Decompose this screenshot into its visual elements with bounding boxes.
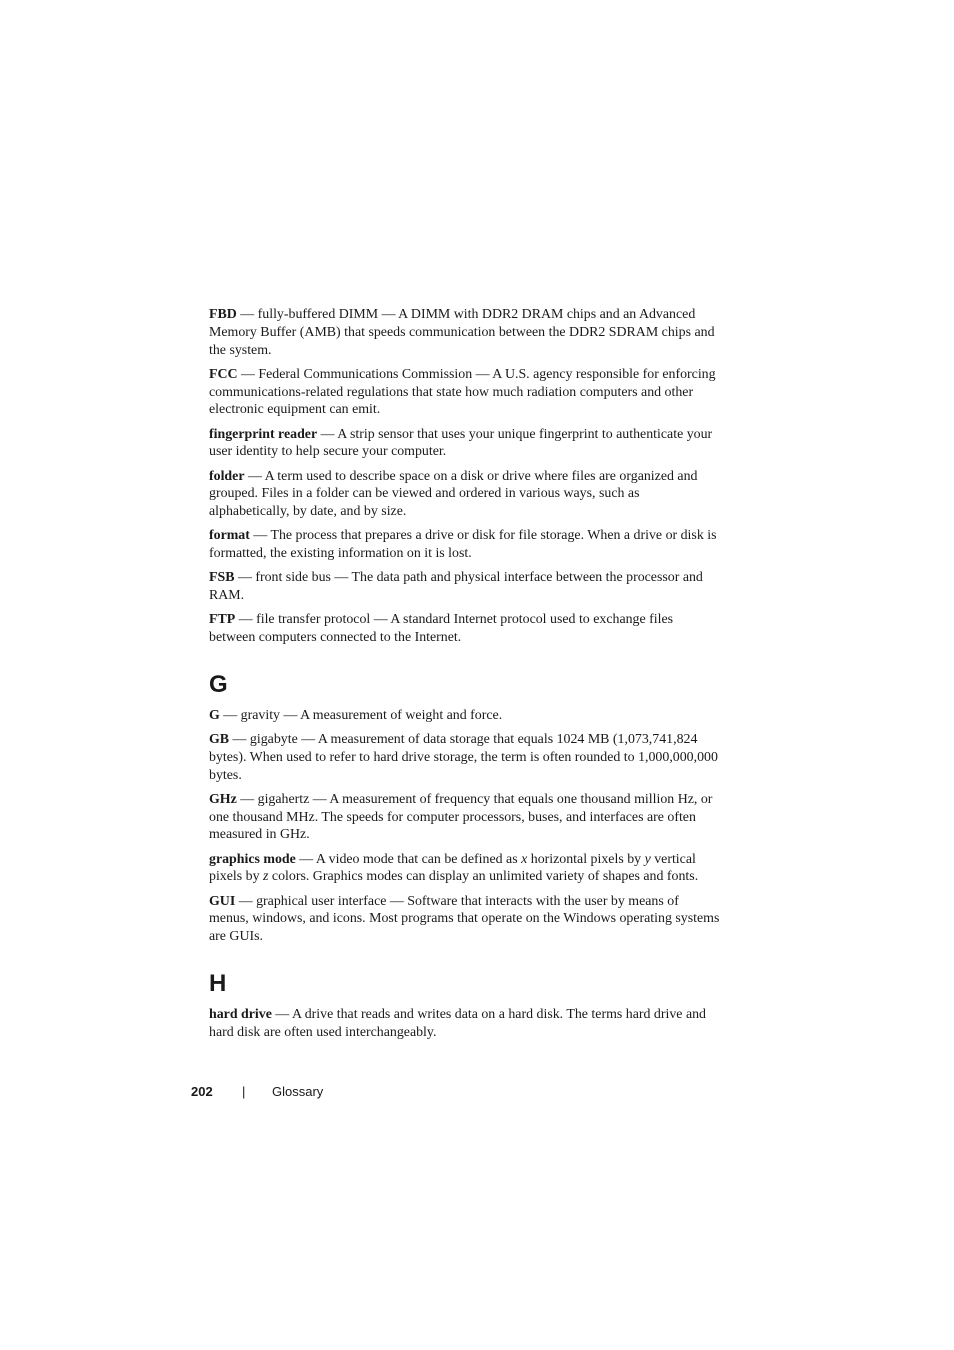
glossary-definition: — Federal Communications Commission — A U.S. agency responsible for enforcing communications-related regulations that state how much radiation computers and other electronic equipment can emit. xyxy=(209,366,716,418)
glossary-term: FTP xyxy=(209,612,236,628)
glossary-entry-ghz xyxy=(209,791,721,844)
glossary-term: GB xyxy=(209,732,230,748)
variable-x: x xyxy=(521,851,528,867)
glossary-entry-gb xyxy=(209,731,721,784)
glossary-definition: — A drive that reads and writes data on a hard disk. The terms hard drive and hard disk are often used interchangeably. xyxy=(209,1007,706,1040)
variable-y: y xyxy=(644,851,651,867)
glossary-entry-graphics-mode xyxy=(209,851,721,887)
glossary-definition-part: — A video mode that can be defined as xyxy=(295,851,522,867)
section-heading-g: G xyxy=(209,670,228,698)
section-heading-h: H xyxy=(209,970,227,998)
page-number: 202 xyxy=(191,1084,213,1099)
footer-section-title: Glossary xyxy=(272,1084,324,1099)
variable-z: z xyxy=(263,869,269,885)
glossary-definition: — gravity — A measurement of weight and force. xyxy=(219,707,503,723)
glossary-term: FCC xyxy=(209,366,238,382)
glossary-entry-fingerprint-reader xyxy=(209,426,721,462)
glossary-entry-gui xyxy=(209,893,721,946)
glossary-term: GHz xyxy=(209,791,237,807)
glossary-entry-ftp xyxy=(209,611,721,647)
glossary-definition-part: horizontal pixels by xyxy=(527,851,645,867)
glossary-term: G xyxy=(209,707,220,723)
glossary-content xyxy=(209,306,721,1048)
glossary-entry-hard-drive xyxy=(209,1006,721,1042)
glossary-entry-fsb xyxy=(209,569,721,605)
glossary-term: graphics mode xyxy=(209,851,296,867)
glossary-term: folder xyxy=(209,468,245,484)
glossary-definition: — The process that prepares a drive or disk for file storage. When a drive or disk is formatted, the existing information on it is lost. xyxy=(209,528,717,562)
glossary-definition-part: colors. Graphics modes can display an unlimited variety of shapes and fonts. xyxy=(268,869,699,885)
glossary-term: FBD xyxy=(209,307,237,322)
glossary-entry-fbd xyxy=(209,306,721,359)
glossary-definition: — graphical user interface — Software that interacts with the user by means of menus, windows, and icons. Most programs that operate on the Windows operating systems are GUIs. xyxy=(209,893,720,945)
glossary-definition: — gigabyte — A measurement of data storage that equals 1024 MB (1,073,741,824 bytes). When used to refer to hard drive storage, the term is often rounded to 1,000,000,000 bytes. xyxy=(209,732,718,783)
glossary-term: hard drive xyxy=(209,1007,272,1023)
footer-separator: | xyxy=(242,1084,246,1099)
glossary-entry-fcc xyxy=(209,366,721,419)
glossary-term: fingerprint reader xyxy=(209,426,318,442)
glossary-definition: — gigahertz — A measurement of frequency that equals one thousand million Hz, or one thousand MHz. The speeds for computer processors, buses, and interfaces are often measured in GHz. xyxy=(209,791,713,843)
glossary-entry-format xyxy=(209,527,721,563)
glossary-definition: — front side bus — The data path and physical interface between the processor and RAM. xyxy=(209,570,703,604)
glossary-definition: — A strip sensor that uses your unique fingerprint to authenticate your user identity to help secure your computer. xyxy=(209,426,713,460)
glossary-term: GUI xyxy=(209,893,236,909)
glossary-definition: — file transfer protocol — A standard Internet protocol used to exchange files between computers connected to the Internet. xyxy=(209,612,674,646)
glossary-definition: — A term used to describe space on a disk or drive where files are organized and grouped. Files in a folder can be viewed and ordered in various ways, such as alphabetically, by date, and by size. xyxy=(209,468,698,520)
glossary-definition-part: vertical pixels by xyxy=(209,851,696,885)
glossary-definition: — fully-buffered DIMM — A DIMM with DDR2 DRAM chips and an Advanced Memory Buffer (AMB) that speeds communication between the DDR2 SDRAM chips and the system. xyxy=(209,307,715,358)
glossary-entry-g xyxy=(209,707,721,725)
glossary-term: FSB xyxy=(209,570,235,586)
glossary-term: format xyxy=(209,528,250,544)
glossary-entry-folder xyxy=(209,468,721,521)
